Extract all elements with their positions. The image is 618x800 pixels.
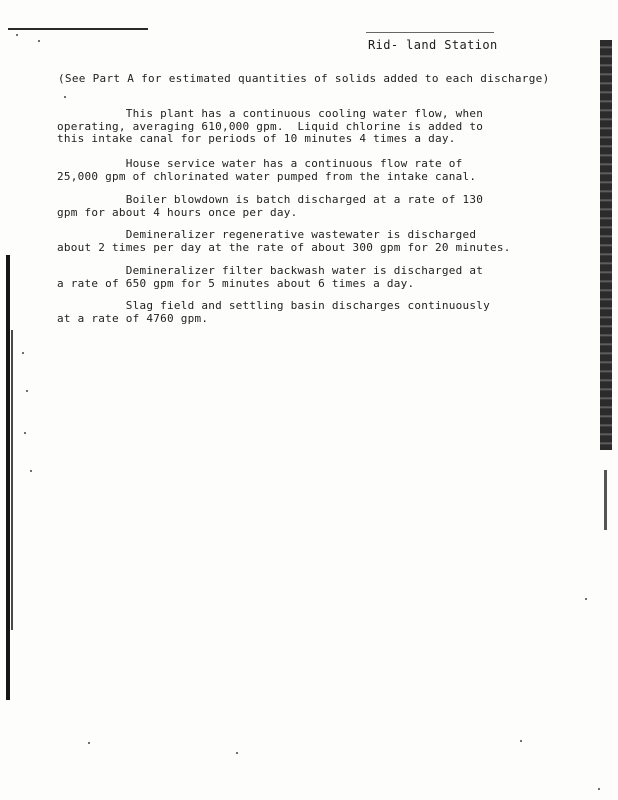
scan-speck xyxy=(22,352,24,354)
paragraph-line: at a rate of 4760 gpm. xyxy=(57,311,209,325)
paragraph-house-service-water xyxy=(57,158,527,183)
scan-speck xyxy=(585,598,587,600)
paragraph-line: a rate of 650 gpm for 5 minutes about 6 times a day. xyxy=(57,276,415,290)
paragraph-demineralizer-regenerative xyxy=(57,229,527,254)
paragraph-line: 25,000 gpm of chlorinated water pumped from the intake canal. xyxy=(57,169,477,183)
paragraph-line: gpm for about 4 hours once per day. xyxy=(57,205,298,219)
header-rule xyxy=(366,32,494,33)
scan-artifact-left-edge-thin xyxy=(11,330,13,630)
scan-speck xyxy=(16,34,18,36)
scan-artifact-top-rule xyxy=(8,28,148,30)
scan-speck xyxy=(26,390,28,392)
paragraph-boiler-blowdown xyxy=(57,194,527,219)
scan-speck xyxy=(64,96,66,98)
scan-artifact-left-edge xyxy=(6,255,10,700)
paragraph-line: about 2 times per day at the rate of about 300 gpm for 20 minutes. xyxy=(57,240,511,254)
paragraph-line: Slag field and settling basin discharges continuously xyxy=(57,299,490,312)
paragraph-demineralizer-backwash xyxy=(57,265,527,290)
scan-speck xyxy=(30,470,32,472)
paragraph-line: Demineralizer filter backwash water is discharged at xyxy=(57,264,484,277)
solids-note: (See Part A for estimated quantities of solids added to each discharge) xyxy=(58,72,550,85)
scan-speck xyxy=(38,40,40,42)
scan-speck xyxy=(24,432,26,434)
scan-speck xyxy=(236,752,238,754)
scan-artifact-right-edge xyxy=(600,40,612,450)
paragraph-slag-field xyxy=(57,300,527,325)
scan-speck xyxy=(88,742,90,744)
paragraph-line: This plant has a continuous cooling water flow, when xyxy=(57,107,484,120)
paragraph-cooling-water xyxy=(57,108,527,146)
scan-speck xyxy=(520,740,522,742)
station-header: Rid- land Station xyxy=(368,38,498,52)
paragraph-line: operating, averaging 610,000 gpm. Liquid chlorine is added to xyxy=(57,119,484,133)
paragraph-line: Demineralizer regenerative wastewater is discharged xyxy=(57,228,477,241)
scan-artifact-right-edge-low xyxy=(604,470,607,530)
paragraph-line: Boiler blowdown is batch discharged at a rate of 130 xyxy=(57,193,484,206)
scan-speck xyxy=(598,788,600,790)
paragraph-line: this intake canal for periods of 10 minutes 4 times a day. xyxy=(57,132,456,145)
paragraph-line: House service water has a continuous flow rate of xyxy=(57,157,463,170)
